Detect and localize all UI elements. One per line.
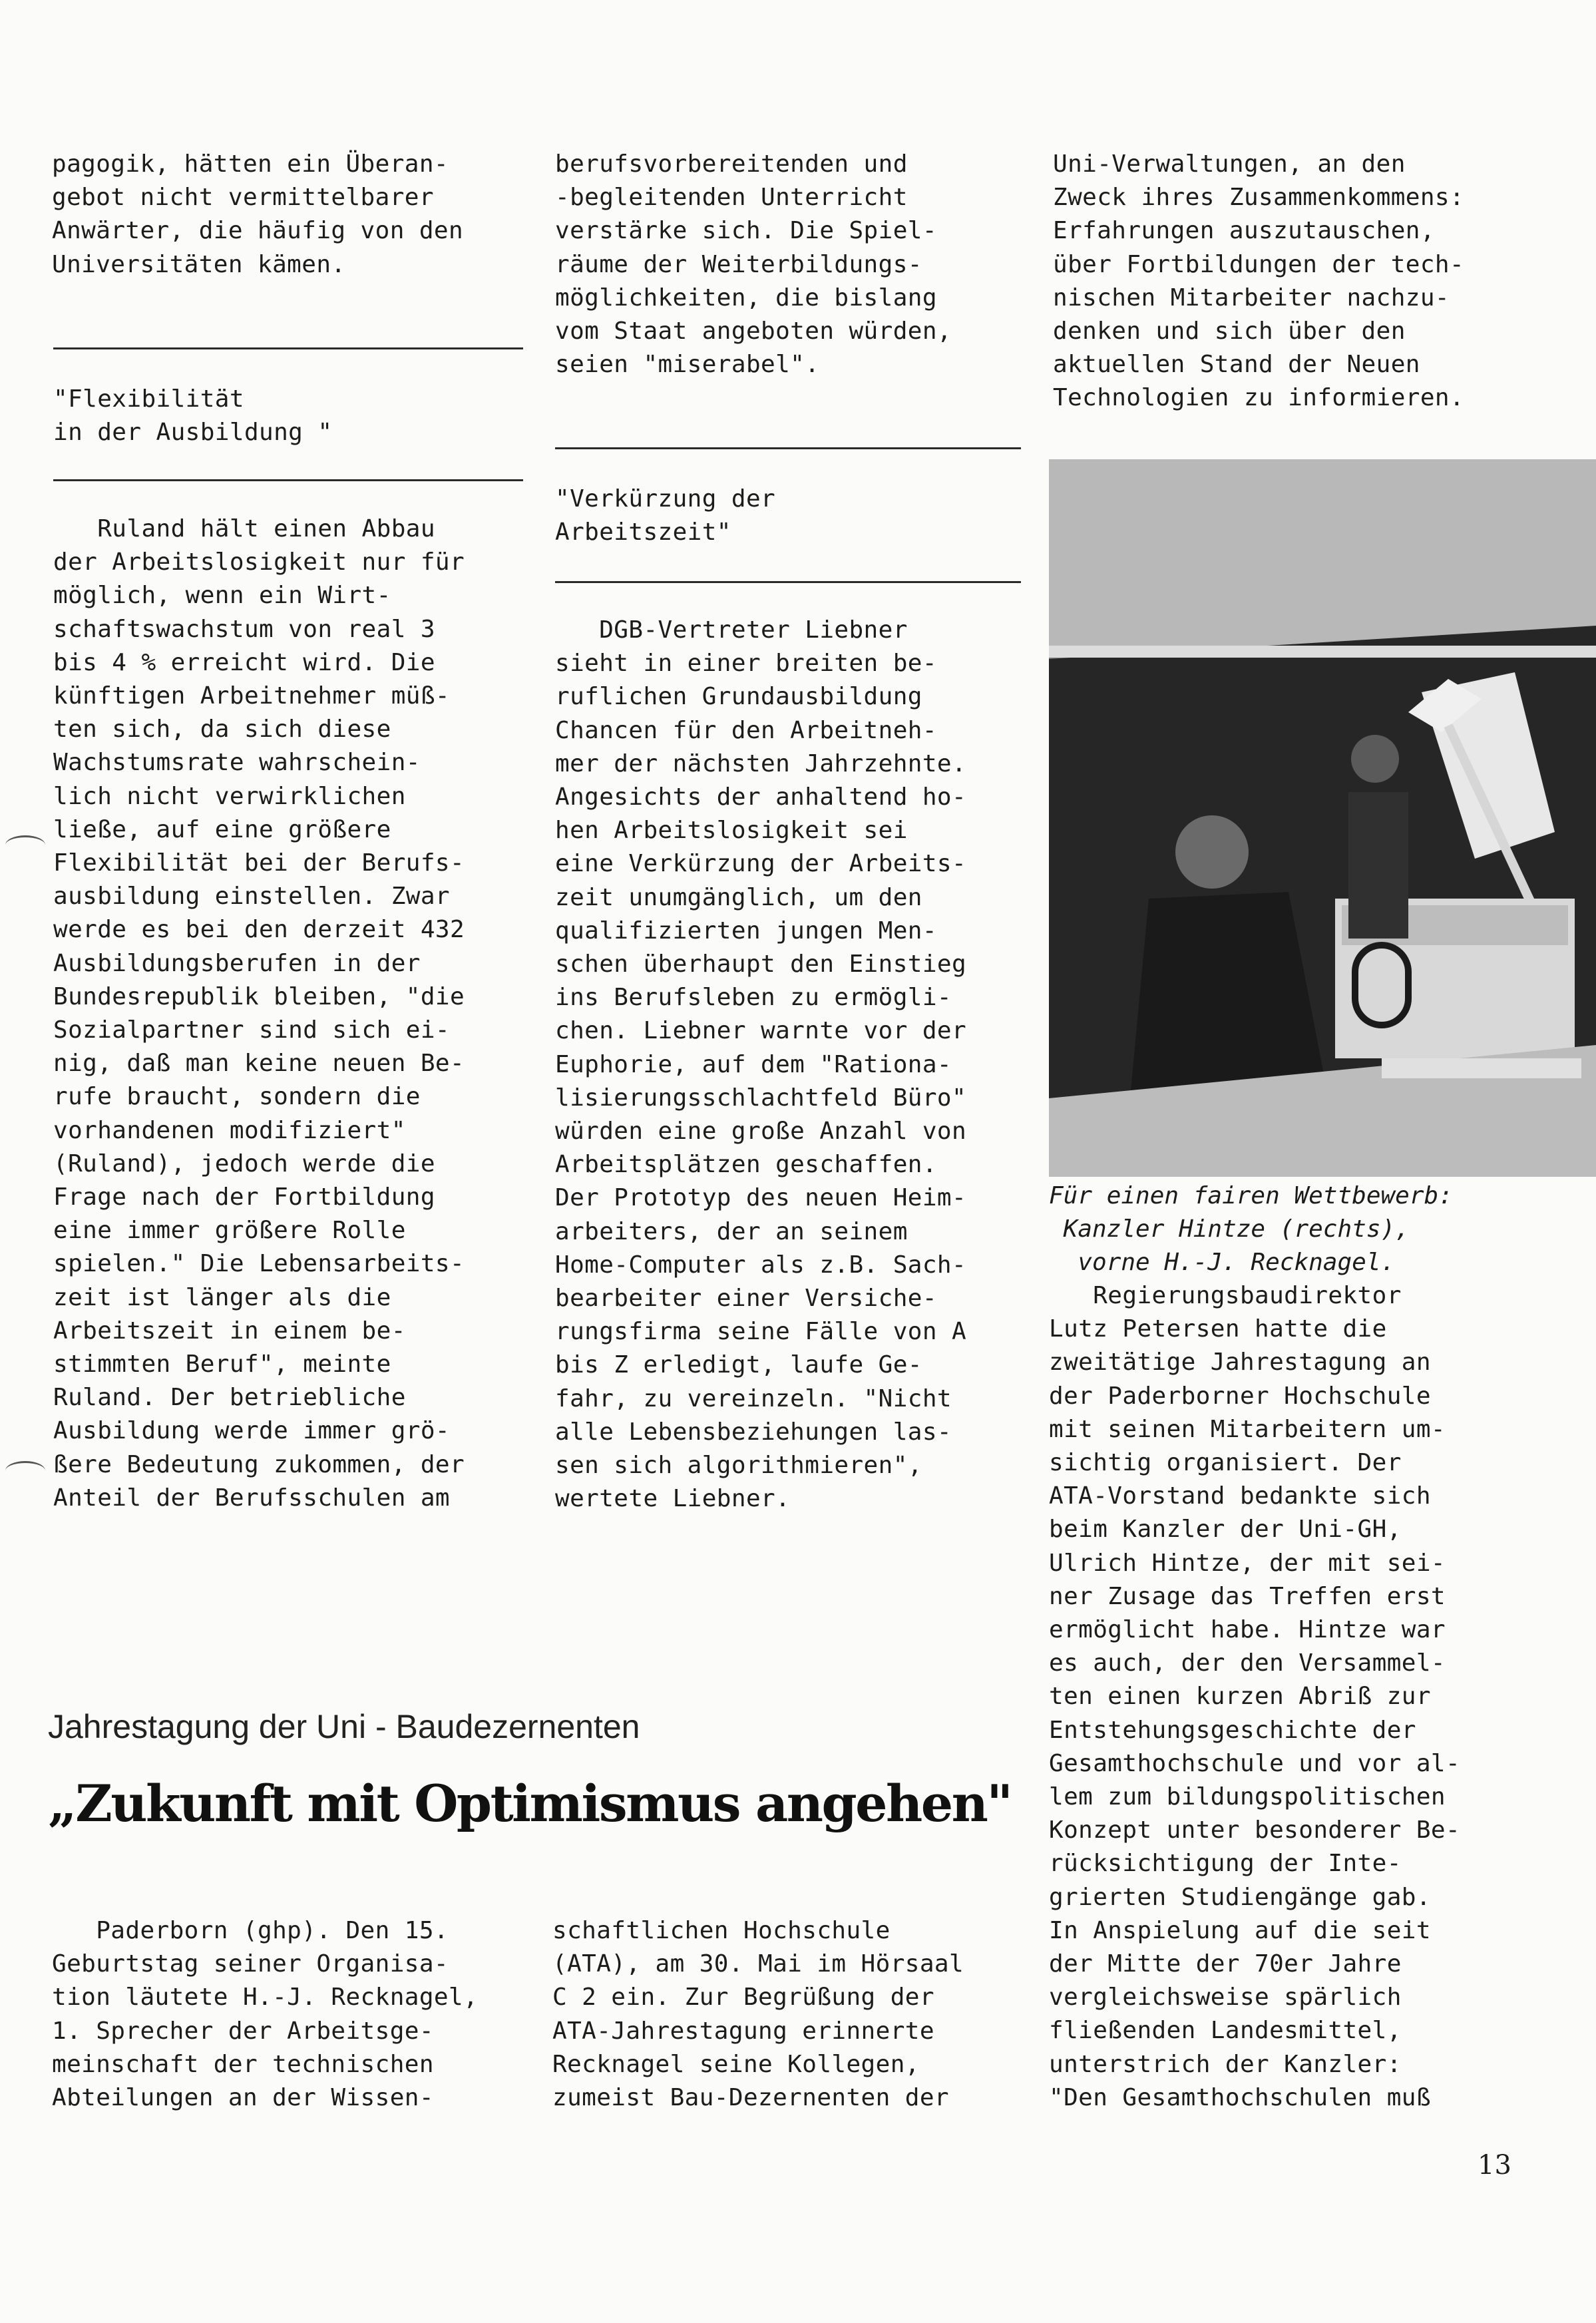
text-line: zweitätige Jahrestagung an (1049, 1349, 1431, 1376)
text-line: ins Berufsleben zu ermögli- (555, 984, 952, 1012)
text-line: ATA-Vorstand bedankte sich (1049, 1482, 1431, 1510)
text-line: Der Prototyp des neuen Heim- (555, 1184, 967, 1212)
scan-mark (5, 1461, 45, 1480)
text-line: sen sich algorithmieren", (555, 1452, 922, 1480)
text-line: über Fortbildungen der tech- (1053, 250, 1465, 278)
text-line: vorhandenen modifiziert" (53, 1116, 406, 1144)
text-line: grierten Studiengänge gab. (1049, 1883, 1431, 1911)
text-line: es auch, der den Versammel- (1049, 1649, 1446, 1677)
text-line: Lutz Petersen hatte die (1049, 1315, 1387, 1343)
text-line: Ausbildung werde immer grö- (53, 1417, 450, 1445)
text-line: Bundesrepublik bleiben, "die (53, 982, 465, 1010)
column1-subhead (53, 383, 332, 449)
subhead-line: "Flexibilität (53, 385, 244, 413)
text-line: lem zum bildungspolitischen (1049, 1783, 1446, 1811)
text-line: qualifizierten jungen Men- (555, 917, 937, 945)
text-line: bearbeiter einer Versiche- (555, 1285, 937, 1313)
divider-rule (53, 347, 523, 349)
text-line: ließe, auf eine größere (53, 815, 391, 843)
text-line: Konzept unter besonderer Be- (1049, 1816, 1461, 1844)
text-line: alle Lebensbeziehungen las- (555, 1418, 952, 1446)
text-line: Angesichts der anhaltend ho- (555, 783, 967, 811)
text-line: Wachstumsrate wahrschein- (53, 749, 421, 777)
article-col1 (52, 1914, 478, 2115)
text-line: berufsvorbereitenden und (555, 150, 908, 178)
text-line: ten sich, da sich diese (53, 716, 391, 743)
caption-line: vorne H.-J. Recknagel. (1049, 1249, 1396, 1276)
text-line: "Den Gesamthochschulen muß (1049, 2083, 1431, 2111)
text-line: spielen." Die Lebensarbeits- (53, 1250, 465, 1278)
divider-rule (555, 581, 1021, 583)
text-line: Flexibilität bei der Berufs- (53, 849, 465, 877)
text-line: räume der Weiterbildungs- (555, 250, 922, 278)
text-line: aktuellen Stand der Neuen (1053, 351, 1420, 379)
text-line: zumeist Bau-Dezernenten der (552, 2084, 949, 2112)
text-line: schaftswachstum von real 3 (53, 615, 435, 643)
text-line: ATA-Jahrestagung erinnerte (552, 2017, 934, 2045)
text-line: rufe braucht, sondern die (53, 1083, 421, 1111)
text-line: In Anspielung auf die seit (1049, 1916, 1431, 1944)
subhead-line: "Verkürzung der (555, 485, 776, 513)
text-line: sichtig organisiert. Der (1049, 1449, 1402, 1477)
column1-body (53, 513, 465, 1515)
text-line: Ruland. Der betriebliche (53, 1384, 406, 1412)
subhead-line: Arbeitszeit" (555, 519, 731, 546)
text-line: rungsfirma seine Fälle von A (555, 1318, 967, 1346)
divider-rule (555, 447, 1021, 449)
column2-subhead (555, 483, 775, 549)
text-line: Frage nach der Fortbildung (53, 1183, 435, 1211)
text-line: Anwärter, die häufig von den (52, 217, 464, 245)
text-line: vergleichsweise spärlich (1049, 1984, 1402, 2011)
text-line: stimmten Beruf", meinte (53, 1351, 391, 1378)
scan-mark (5, 835, 45, 855)
text-line: zeit ist länger als die (53, 1283, 391, 1311)
text-line: 1. Sprecher der Arbeitsge- (52, 2017, 434, 2045)
text-line: DGB-Vertreter Liebner (555, 616, 908, 644)
text-line: Regierungsbaudirektor (1049, 1282, 1402, 1309)
text-line: meinschaft der technischen (52, 2050, 434, 2078)
text-line: lich nicht verwirklichen (53, 782, 406, 810)
text-line: seien "miserabel". (555, 351, 820, 379)
text-line: sieht in einer breiten be- (555, 650, 937, 678)
event-photo (1049, 459, 1596, 1177)
text-line: mer der nächsten Jahrzehnte. (555, 749, 967, 777)
text-line: bis 4 % erreicht wird. Die (53, 648, 435, 676)
text-line: -begleitenden Unterricht (555, 184, 908, 212)
column2-intro (555, 148, 952, 381)
text-line: Entstehungsgeschichte der (1049, 1716, 1416, 1744)
text-line: Anteil der Berufsschulen am (53, 1484, 450, 1512)
column3-body (1049, 1279, 1460, 2115)
text-line: Geburtstag seiner Organisa- (52, 1950, 449, 1978)
text-line: nig, daß man keine neuen Be- (53, 1050, 465, 1078)
text-line: (ATA), am 30. Mai im Hörsaal (552, 1950, 964, 1978)
text-line: (Ruland), jedoch werde die (53, 1150, 435, 1177)
text-line: Chancen für den Arbeitneh- (555, 716, 937, 744)
column3-intro (1053, 148, 1464, 415)
text-line: Home-Computer als z.B. Sach- (555, 1251, 967, 1279)
photo-caption (1049, 1179, 1555, 1279)
text-line: Sozialpartner sind sich ei- (53, 1016, 450, 1044)
text-line: der Paderborner Hochschule (1049, 1382, 1431, 1410)
text-line: möglich, wenn ein Wirt- (53, 582, 391, 610)
article-kicker: Jahrestagung der Uni - Baudezernenten (48, 1708, 640, 1745)
text-line: rücksichtigung der Inte- (1049, 1850, 1402, 1878)
text-line: der Arbeitslosigkeit nur für (53, 548, 465, 576)
text-line: Abteilungen an der Wissen- (52, 2084, 434, 2112)
text-line: ausbildung einstellen. Zwar (53, 883, 450, 911)
text-line: Ulrich Hintze, der mit sei- (1049, 1549, 1446, 1577)
text-line: schen überhaupt den Einstieg (555, 950, 967, 978)
text-line: Zweck ihres Zusammenkommens: (1053, 184, 1465, 212)
text-line: fahr, zu vereinzeln. "Nicht (555, 1384, 952, 1412)
article-col2 (552, 1914, 964, 2115)
text-line: vom Staat angeboten würden, (555, 317, 952, 345)
text-line: möglichkeiten, die bislang (555, 284, 937, 312)
text-line: denken und sich über den (1053, 317, 1406, 345)
text-line: pagogik, hätten ein Überan- (52, 150, 449, 178)
text-line: Paderborn (ghp). Den 15. (52, 1917, 449, 1944)
text-line: Gesamthochschule und vor al- (1049, 1749, 1461, 1777)
text-line: tion läutete H.-J. Recknagel, (52, 1984, 479, 2011)
text-line: ten einen kurzen Abriß zur (1049, 1683, 1431, 1711)
text-line: Euphorie, auf dem "Rationa- (555, 1050, 952, 1078)
text-line: gebot nicht vermittelbarer (52, 184, 434, 212)
text-line: ßere Bedeutung zukommen, der (53, 1450, 465, 1478)
text-line: werde es bei den derzeit 432 (53, 916, 465, 944)
text-line: zeit unumgänglich, um den (555, 883, 922, 911)
column2-body (555, 614, 966, 1516)
text-line: schaftlichen Hochschule (552, 1917, 891, 1944)
text-line: Erfahrungen auszutauschen, (1053, 217, 1435, 245)
subhead-line: in der Ausbildung " (53, 419, 333, 447)
text-line: hen Arbeitslosigkeit sei (555, 817, 908, 845)
text-line: würden eine große Anzahl von (555, 1118, 967, 1146)
text-line: ermöglicht habe. Hintze war (1049, 1616, 1446, 1644)
text-line: nischen Mitarbeiter nachzu- (1053, 284, 1450, 312)
text-line: eine Verkürzung der Arbeits- (555, 850, 967, 878)
text-line: Ruland hält einen Abbau (53, 515, 435, 542)
text-line: beim Kanzler der Uni-GH, (1049, 1516, 1402, 1544)
text-line: lisierungsschlachtfeld Büro" (555, 1084, 967, 1112)
text-line: Recknagel seine Kollegen, (552, 2050, 920, 2078)
text-line: C 2 ein. Zur Begrüßung der (552, 1984, 934, 2011)
text-line: künftigen Arbeitnehmer müß- (53, 682, 450, 710)
text-line: eine immer größere Rolle (53, 1217, 406, 1245)
text-line: Arbeitsplätzen geschaffen. (555, 1151, 937, 1179)
text-line: chen. Liebner warnte vor der (555, 1017, 967, 1045)
page-number: 13 (1478, 2150, 1511, 2181)
text-line: mit seinen Mitarbeitern um- (1049, 1415, 1446, 1443)
text-line: Arbeitszeit in einem be- (53, 1317, 406, 1345)
text-line: unterstrich der Kanzler: (1049, 2050, 1402, 2078)
text-line: der Mitte der 70er Jahre (1049, 1950, 1402, 1978)
text-line: verstärke sich. Die Spiel- (555, 217, 937, 245)
text-line: Technologien zu informieren. (1053, 384, 1465, 412)
caption-line: Für einen fairen Wettbewerb: (1049, 1182, 1453, 1209)
article-headline: „Zukunft mit Optimismus angehen" (48, 1774, 1012, 1833)
text-line: ruflichen Grundausbildung (555, 683, 922, 711)
text-line: arbeiters, der an seinem (555, 1217, 908, 1245)
caption-line: Kanzler Hintze (rechts), (1049, 1215, 1410, 1243)
text-line: wertete Liebner. (555, 1485, 791, 1513)
text-line: Universitäten kämen. (52, 250, 346, 278)
column1-intro (52, 148, 463, 282)
text-line: Ausbildungsberufen in der (53, 949, 421, 977)
divider-rule (53, 479, 523, 481)
text-line: Uni-Verwaltungen, an den (1053, 150, 1406, 178)
text-line: fließenden Landesmittel, (1049, 2017, 1402, 2045)
text-line: bis Z erledigt, laufe Ge- (555, 1351, 922, 1379)
text-line: ner Zusage das Treffen erst (1049, 1582, 1446, 1610)
